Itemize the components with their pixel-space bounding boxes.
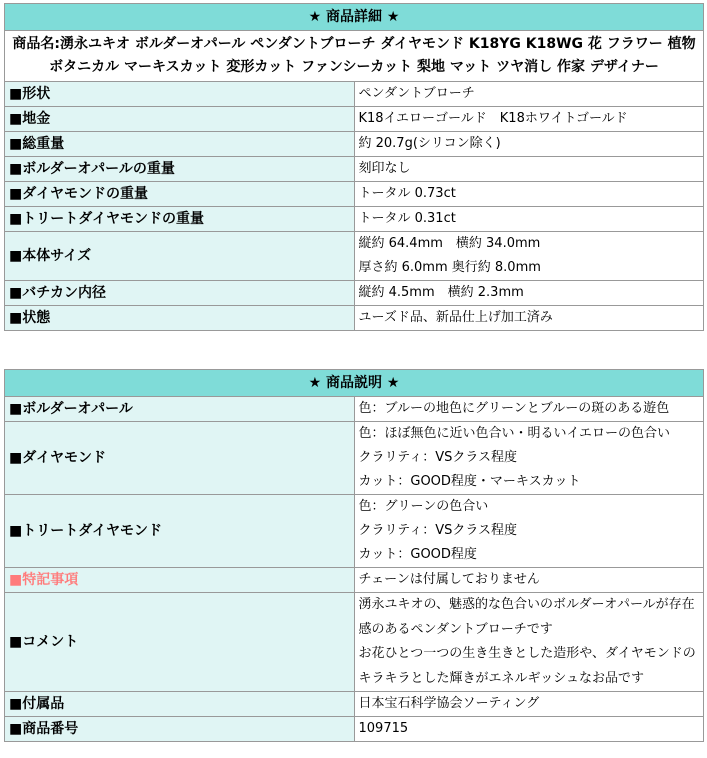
special-notes-label: ■特記事項 [5,568,355,593]
treated-diamond-value [354,495,704,568]
description-header: ★ 商品説明 ★ [5,370,704,397]
opal-weight-label: ■ボルダーオパールの重量 [5,157,355,182]
table-row [5,568,704,593]
metal-label: ■地金 [5,107,355,132]
treated-diamond-label: ■トリートダイヤモンド [5,495,355,568]
accessories-label: ■付属品 [5,692,355,717]
table-row [5,692,704,717]
body-size-line-1: 縦約 64.4mm 横約 34.0mm [358,236,541,251]
table-row [5,132,704,157]
total-weight-label: ■総重量 [5,132,355,157]
diamond-clarity: クラリティ：VSクラス程度 [358,450,517,465]
treated-diamond-weight-label: ■トリートダイヤモンドの重量 [5,207,355,232]
product-description-table [4,369,704,742]
condition-value: ユーズド品、新品仕上げ加工済み [354,306,704,331]
shape-label: ■形状 [5,82,355,107]
diamond-color: 色：ほぼ無色に近い色合い・明るいイエローの色合い [358,426,670,441]
total-weight-value: 約 20.7g(シリコン除く) [354,132,704,157]
table-row [5,157,704,182]
diamond-label: ■ダイヤモンド [5,422,355,495]
table-row [5,717,704,742]
product-details-table [4,3,704,331]
table-row [5,593,704,692]
opal-label: ■ボルダーオパール [5,397,355,422]
treated-diamond-weight-value: トータル 0.31ct [354,207,704,232]
treated-diamond-color: 色：グリーンの色合い [358,499,489,514]
diamond-cut: カット：GOOD程度・マーキスカット [358,474,581,489]
metal-value: K18イエローゴールド K18ホワイトゴールド [354,107,704,132]
table-row [5,232,704,281]
product-number-label: ■商品番号 [5,717,355,742]
opal-value: 色：ブルーの地色にグリーンとブルーの斑のある遊色 [354,397,704,422]
comment-label: ■コメント [5,593,355,692]
table-row [5,422,704,495]
details-header: ★ 商品詳細 ★ [5,4,704,31]
comment-value [354,593,704,692]
product-number-value: 109715 [354,717,704,742]
diamond-weight-label: ■ダイヤモンドの重量 [5,182,355,207]
table-row [5,281,704,306]
body-size-label: ■本体サイズ [5,232,355,281]
comment-paragraph-1: 湧永ユキオの、魅惑的な色合いのボルダーオパールが存在感のあるペンダントブローチです [358,597,695,637]
special-notes-value: チェーンは付属しておりません [354,568,704,593]
comment-paragraph-2: お花ひとつ一つの生き生きとした造形や、ダイヤモンドのキラキラとした輝きがエネルギッシュなお品です [358,646,696,686]
table-row [5,397,704,422]
body-size-value [354,232,704,281]
table-row [5,495,704,568]
accessories-value: 日本宝石科学協会ソーティング [354,692,704,717]
diamond-weight-value: トータル 0.73ct [354,182,704,207]
bail-size-value: 縦約 4.5mm 横約 2.3mm [354,281,704,306]
condition-label: ■状態 [5,306,355,331]
opal-weight-value: 刻印なし [354,157,704,182]
table-row [5,82,704,107]
treated-diamond-clarity: クラリティ：VSクラス程度 [358,523,517,538]
table-row [5,207,704,232]
product-name: 商品名:湧永ユキオ ボルダーオパール ペンダントブローチ ダイヤモンド K18YG K18WG 花 フラワー 植物 ボタニカル マーキスカット 変形カット ファンシーカット 梨地 マット ツヤ消し 作家 デザイナー [5,31,704,82]
table-row [5,306,704,331]
diamond-value [354,422,704,495]
treated-diamond-cut: カット：GOOD程度 [358,547,477,562]
bail-size-label: ■バチカン内径 [5,281,355,306]
table-row [5,182,704,207]
table-row [5,107,704,132]
shape-value: ペンダントブローチ [354,82,704,107]
body-size-line-2: 厚さ約 6.0mm 奥行約 8.0mm [358,260,541,275]
